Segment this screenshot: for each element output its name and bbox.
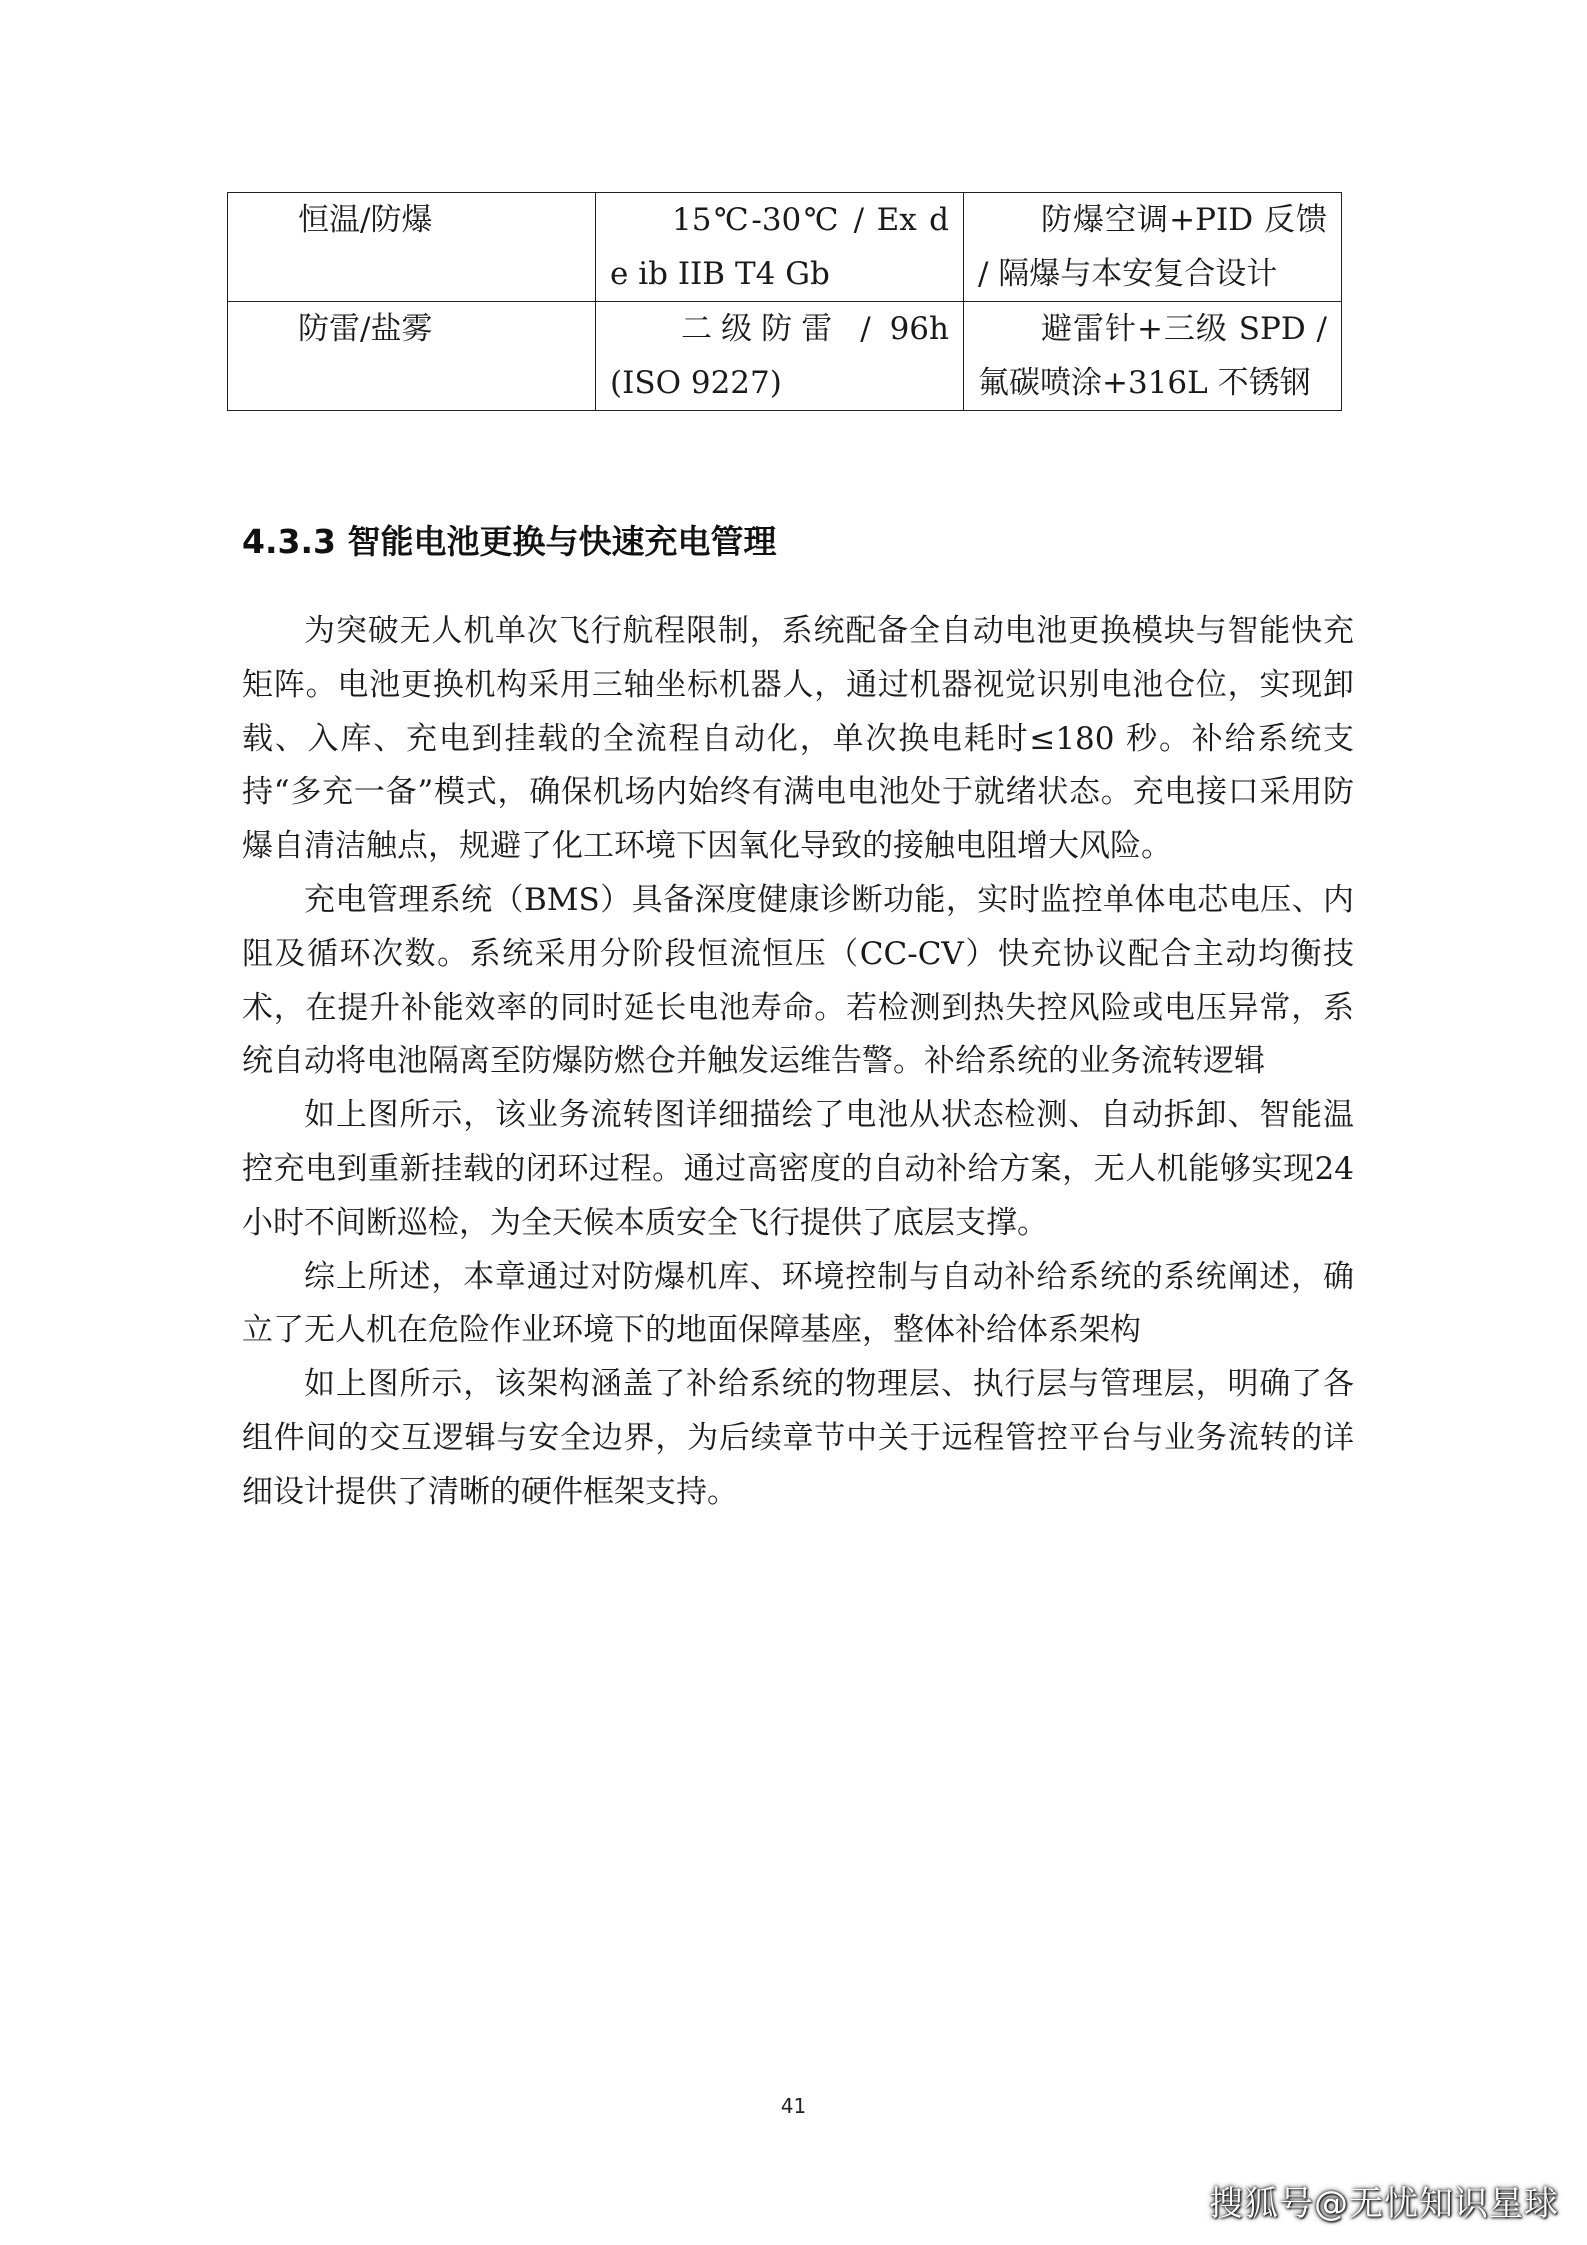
section-heading: 4.3.3 智能电池更换与快速充电管理 (242, 522, 777, 561)
table-cell-requirement (596, 193, 964, 302)
solution-text: 避雷针+三级 SPD / 氟碳喷涂+316L 不锈钢 (978, 311, 1327, 401)
body-paragraph: 综上所述，本章通过对防爆机库、环境控制与自动补给系统的系统阐述，确立了无人机在危险作业环境下的地面保障基座，整体补给体系架构 (242, 1258, 1354, 1349)
table-cell-requirement (596, 302, 964, 411)
body-paragraph: 充电管理系统（BMS）具备深度健康诊断功能，实时监控单体电芯电压、内阻及循环次数。系统采用分阶段恒流恒压（CC-CV）快充协议配合主动均衡技术，在提升补能效率的同时延长电池寿命。若检测到热失控风险或电压异常，系统自动将电池隔离至防爆防燃仓并触发运维告警。补给系统的业务流转逻辑 (242, 881, 1354, 1080)
page-number: 41 (780, 2094, 807, 2118)
spec-table (227, 192, 1342, 411)
table-cell-label: 防雷/盐雾 (228, 302, 596, 411)
body-paragraph: 如上图所示，该架构涵盖了补给系统的物理层、执行层与管理层，明确了各组件间的交互逻辑与安全边界，为后续章节中关于远程管控平台与业务流转的详细设计提供了清晰的硬件框架支持。 (242, 1366, 1354, 1510)
table-cell-solution (964, 193, 1342, 302)
requirement-text: 二级防雷 / 96h (ISO 9227) (610, 311, 949, 401)
body-paragraph: 如上图所示，该业务流转图详细描绘了电池从状态检测、自动拆卸、智能温控充电到重新挂载的闭环过程。通过高密度的自动补给方案，无人机能够实现24 小时不间断巡检，为全天候本质安全飞行提供了底层支撑。 (242, 1097, 1354, 1241)
section-body (242, 605, 1354, 1520)
table-row (228, 193, 1342, 302)
body-paragraph: 为突破无人机单次飞行航程限制，系统配备全自动电池更换模块与智能快充矩阵。电池更换机构采用三轴坐标机器人，通过机器视觉识别电池仓位，实现卸载、入库、充电到挂载的全流程自动化，单次换电耗时≤180 秒。补给系统支持“多充一备”模式，确保机场内始终有满电电池处于就绪状态。充电接口采用防爆自清洁触点，规避了化工环境下因氧化导致的接触电阻增大风险。 (242, 613, 1354, 865)
table-row (228, 302, 1342, 411)
watermark: 搜狐号@无忧知识星球 (1209, 2184, 1559, 2224)
solution-text: 防爆空调+PID 反馈 / 隔爆与本安复合设计 (978, 202, 1327, 292)
table-cell-solution (964, 302, 1342, 411)
requirement-text: 15℃-30℃ / Ex d e ib IIB T4 Gb (610, 202, 949, 292)
table-cell-label: 恒温/防爆 (228, 193, 596, 302)
